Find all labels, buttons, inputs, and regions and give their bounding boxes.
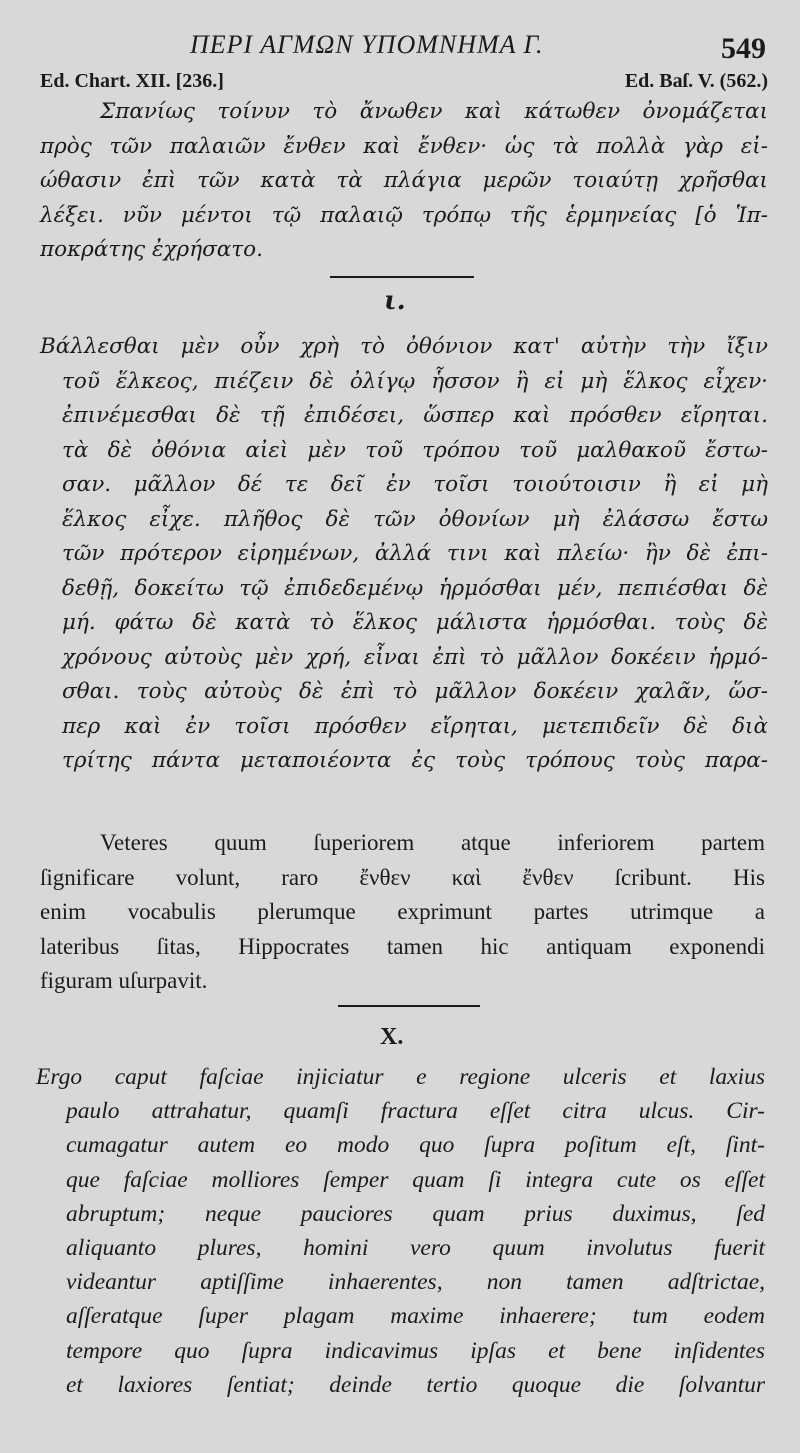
text-line: περ καὶ ἐν τοῖσι πρόσθεν εἴρηται, μετεπιδεῖν δὲ διὰ [62, 713, 768, 739]
text-line: cumagatur autem eo modo quo ſupra poſitum eſt, ſint- [66, 1132, 765, 1159]
text-line: Ergo caput faſciae injiciatur e regione ulceris et laxius [36, 1064, 765, 1090]
section-divider [330, 276, 474, 278]
latin-section-text [36, 1060, 765, 1402]
text-line: aliquanto plures, homini vero quum involutus fuerit [66, 1235, 765, 1262]
greek-section-text [40, 330, 768, 779]
edition-left: Ed. Chart. XII. [236.] [40, 70, 224, 92]
text-line: enim vocabulis plerumque exprimunt partes utrimque a [40, 899, 765, 924]
latin-section-number: X. [380, 1024, 404, 1050]
greek-section-number: ι. [384, 286, 406, 316]
latin-commentary [40, 826, 765, 999]
text-line: videantur aptiſſime inhaerentes, non tamen adſtrictae, [66, 1269, 765, 1296]
text-line: τρίτης πάντα μεταποιέοντα ἐς τοὺς τρόπους τοὺς παρα- [62, 748, 768, 773]
text-line: λέξει. νῦν μέντοι τῷ παλαιῷ τρόπῳ τῆς ἑρμηνείας [ὁ Ἱπ- [40, 202, 768, 228]
page-number: 549 [721, 32, 766, 65]
text-line: ώθασιν ἐπὶ τῶν κατὰ τὰ πλάγια μερῶν τοιαύτῃ χρῆσθαι [40, 168, 768, 193]
text-line: τοῦ ἕλκεος, πιέζειν δὲ ὀλίγῳ ἧσσον ἢ εἰ μὴ ἕλκος εἶχεν· [62, 368, 768, 394]
text-line: Veteres quum ſuperiorem atque inferiorem partem [100, 830, 765, 855]
edition-references [40, 70, 768, 93]
text-line: paulo attrahatur, quamſi fractura eſſet citra ulcus. Cir- [66, 1098, 765, 1125]
text-line: Σπανίως τοίνυν τὸ ἄνωθεν καὶ κάτωθεν ὀνομάζεται [100, 99, 768, 124]
text-line: Βάλλεσθαι μὲν οὖν χρὴ τὸ ὀθόνιον κατ' αὐτὴν τὴν ἴξιν [40, 334, 768, 359]
text-line: figuram uſurpavit. [40, 968, 208, 993]
text-line: ποκράτης ἐχρήσατο. [40, 237, 263, 262]
text-line: ſignificare volunt, raro ἔνθεν καὶ ἔνθεν ſcribunt. His [40, 864, 765, 890]
text-line: tempore quo ſupra indicavimus ipſas et bene inſidentes [66, 1337, 765, 1364]
text-line: et laxiores ſentiat; deinde tertio quoque die ſolvantur [66, 1371, 765, 1398]
text-line: μή. φάτω δὲ κατὰ τὸ ἕλκος μάλιστα ἡρμόσθαι. τοὺς δὲ [62, 610, 768, 635]
text-line: δεθῇ, δοκείτω τῷ ἐπιδεδεμένῳ ἡρμόσθαι μέν, πεπιέσθαι δὲ [62, 575, 768, 601]
text-line: ἐπινέμεσθαι δὲ τῇ ἐπιδέσει, ὥσπερ καὶ πρόσθεν εἴρηται. [62, 403, 768, 428]
text-line: aſſeratque ſuper plagam maxime inhaerere; tum eodem [66, 1303, 765, 1330]
text-line: σαν. μᾶλλον δέ τε δεῖ ἐν τοῖσι τοιούτοισιν ἢ εἰ μὴ [62, 472, 768, 497]
text-line: τῶν πρότερον εἰρημένων, ἀλλά τινι καὶ πλείω· ἢν δὲ ἐπι- [62, 541, 768, 566]
text-line: χρόνους αὐτοὺς μὲν χρή, εἶναι ἐπὶ τὸ μᾶλλον δοκέειν ἡρμό- [62, 644, 768, 670]
text-line: πρὸς τῶν παλαιῶν ἔνθεν καὶ ἔνθεν· ὡς τὰ πολλὰ γὰρ εἰ- [40, 133, 768, 159]
text-line: σθαι. τοὺς αὐτοὺς δὲ ἐπὶ τὸ μᾶλλον δοκέειν χαλᾶν, ὥσ- [62, 679, 768, 704]
edition-right: Ed. Baſ. V. (562.) [624, 70, 768, 92]
greek-commentary [40, 95, 768, 268]
text-line: que faſciae molliores ſemper quam ſi integra cute os eſſet [66, 1166, 765, 1193]
text-line: lateribus ſitas, Hippocrates tamen hic antiquam exponendi [40, 933, 765, 959]
text-line: ἕλκος εἶχε. πλῆθος δὲ τῶν ὀθονίων μὴ ἐλάσσω ἔστω [62, 506, 768, 532]
text-line: abruptum; neque pauciores quam prius duximus, ſed [66, 1200, 765, 1227]
section-divider [338, 1005, 480, 1007]
running-title: ΠΕΡΙ ΑΓΜΩΝ ΥΠΟΜΝΗΜΑ Γ. [190, 30, 544, 59]
text-line: τὰ δὲ ὀθόνια αἰεὶ μὲν τοῦ τρόπου τοῦ μαλθακοῦ ἔστω- [62, 437, 768, 463]
